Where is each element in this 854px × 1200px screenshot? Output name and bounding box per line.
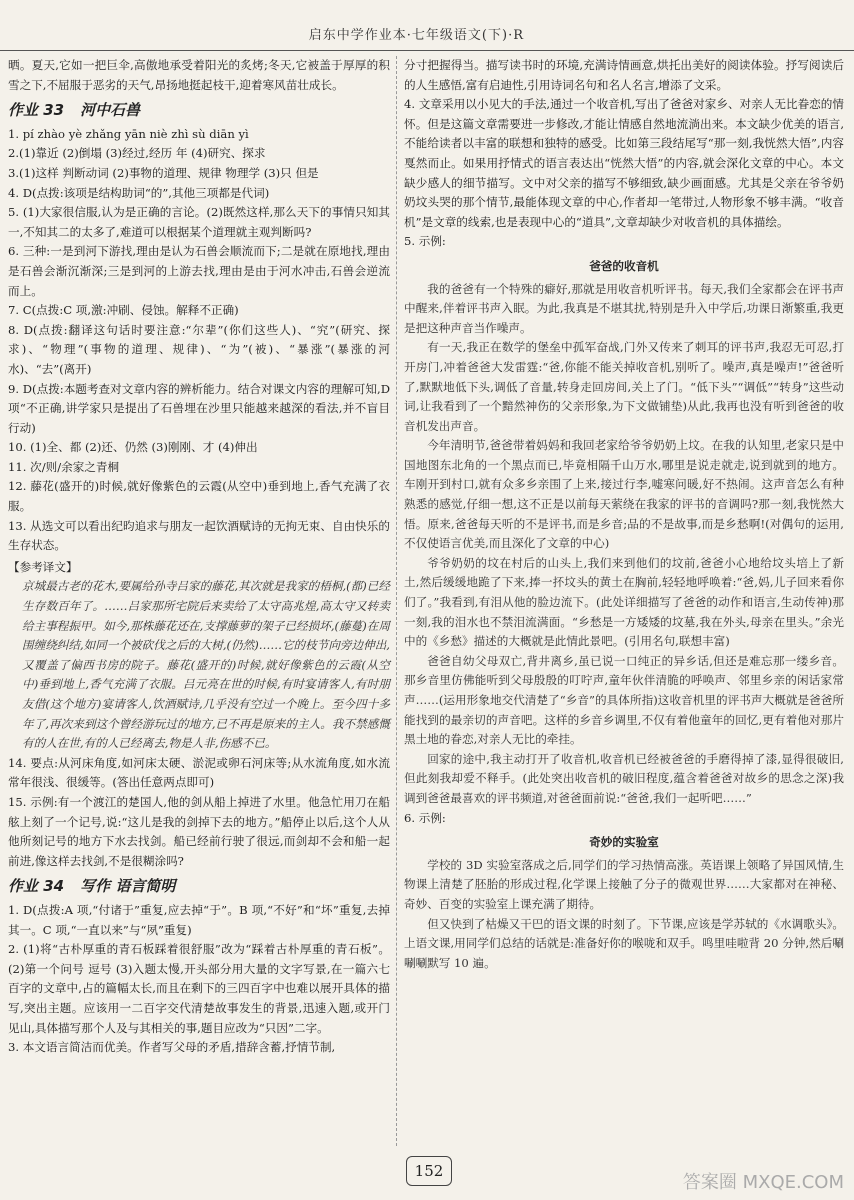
answer-item: 3.(1)这样 判断动词 (2)事物的道理、规律 物理学 (3)只 但是: [8, 165, 319, 180]
essay-radio: [404, 280, 844, 809]
answer-item: 6. 示例:: [404, 810, 446, 825]
reference-translation-title: 【参考译文】: [8, 559, 78, 574]
homework-34-number: 作业 34: [8, 877, 65, 896]
page-number: 152: [406, 1156, 452, 1186]
answer-item: 7. C(点拨:C 项,激:冲刷、侵蚀。解释不正确): [8, 303, 239, 318]
answer-item: 1. pí zhào yè zhǎng yān niè zhì sù diān yì: [8, 126, 249, 141]
homework-34-title: 写作 语言简明: [80, 877, 176, 896]
intro-paragraph: 晒。夏天,它如一把巨伞,高傲地承受着阳光的炙烤;冬天,它被盖于厚厚的积雪之下,不屈服于恶劣的天气,昂扬地挺起枝干,迎着寒风苗壮成长。: [8, 58, 390, 92]
answer-item: 11. 次/则/余家之青桐: [8, 459, 120, 474]
essay-title-radio: 爸爸的收音机: [589, 258, 659, 273]
essay-paragraph: 有一天,我正在数学的堡垒中孤军奋战,门外又传来了刺耳的评书声,我忍无可忍,打开房门,冲着爸爸大发雷霆:“爸,你能不能关掉收音机,别听了。噪声,真是噪声!”爸爸听了,默默地低下头,调低了音量,转身走回房间,关上了门。“低下头”“调低”“转身”这些动词,让我看到了一个黯然神伤的父亲形象,为下文做铺垫)从此,我再也没有听到爸爸的收音机发出声音。: [404, 340, 844, 433]
answer-item: 13. 从选文可以看出纪昀追求与朋友一起饮酒赋诗的无拘无束、自由快乐的生存状态。: [8, 518, 390, 553]
answer-item: 6. 三种:一是到河下游找,理由是认为石兽会顺流而下;二是就在原地找,理由是石兽会渐沉渐深;三是到河的上游去找,理由是由于河水冲击,石兽会逆流而上。: [8, 244, 390, 298]
essay-paragraph: 今年清明节,爸爸带着妈妈和我回老家给爷爷奶奶上坟。在我的认知里,老家只是中国地图东北角的一个黑点而已,毕竟相隔千山万水,哪里是说走就走,说到就到的地方。车刚开到村口,就有众多乡亲围了上来,接过行李,嘘寒问暖,好不热闹。这声音怎么有种熟悉的感觉,仔细一想,这不正是以前每天萦绕在我家的评书的音调吗?那一刻,我恍然大悟。原来,爸爸每天听的不是评书,而是乡音;品的不是故事,而是乡愁啊!(对偶句的运用,不仅使语言优美,而且深化了文章的中心): [404, 438, 844, 551]
homework-33-title: 河中石兽: [80, 101, 141, 120]
column-divider: [396, 56, 398, 1146]
reference-translation: 京城最古老的花木,要属给孙寺吕家的藤花,其次就是我家的梧桐,(都)已经生存数百年了。……吕家那所宅院后来卖给了太守高兆煌,高太守又转卖给主事程振甲。如今,那株藤花还在,支撑藤萝的架子已经损坏,(藤蔓)在周围缠绕纠结,如同一个被砍伐之后的大树,(仍然)……它的枝节向旁边伸出,又覆盖了偏西书房的院子。藤花(盛开的)时候,就好像紫色的云霞(从空中)垂到地上,香气充满了衣服。吕元亮在世的时候,有时宴请客人,有时朋友借(这个地方)宴请客人,饮酒赋诗,几乎没有空过一个晚上。至今四十多年了,再次来到这个曾经游玩过的地方,已不再是原来的主人。我不禁感慨有的人在世,有的人已经离去,物是人非,伤感不已。: [22, 579, 390, 751]
header-title: 启东中学作业本·七年级语文(下)·R: [308, 28, 524, 43]
essay-lab: [404, 856, 844, 974]
homework-33-heading: [8, 101, 390, 121]
answer-item: 9. D(点拨:本题考查对文章内容的辨析能力。结合对课文内容的理解可知,D 项“不正确,讲学家只是提出了石兽埋在沙里只能越来越深的看法,并不盲目行动): [8, 381, 390, 435]
essay-paragraph: 学校的 3D 实验室落成之后,同学们的学习热情高涨。英语课上领略了异国风情,生物课上清楚了胚胎的形成过程,化学课上接触了分子的微观世界……大家都对在神秘、奇妙、百变的实验室上课充满了期待。: [404, 857, 844, 911]
essay-paragraph: 爸爸自幼父母双亡,背井离乡,虽已说一口纯正的异乡话,但还是难忘那一缕乡音。那乡音里仿佛能听到父母殷殷的叮咛声,童年伙伴清脆的呼唤声、邻里乡亲的闲话家常声……(运用形象地交代清楚了“乡音”的具体所指)这收音机里的评书声大概就是爸爸所能找到的最亲切的声音吧。这样的乡音乡调里,不仅有着他童年的回忆,更有着他对那片黑土地的眷恋,对亲人无比的牵挂。: [404, 653, 844, 747]
answer-item: 15. 示例:有一个渡江的楚国人,他的剑从船上掉进了水里。他急忙用刀在船舷上刻了一个记号,说:“这儿是我的剑掉下去的地方。”船停止以后,这个人从他所刻记号的地方下水去找剑。船已经前行驶了很远,而剑却不会和船一起前进,像这样去找剑,不是很糊涂吗?: [8, 794, 390, 868]
answer-item: 4. D(点拨:该项是结构助词“的”,其他三项都是代词): [8, 185, 270, 200]
essay-paragraph: 我的爸爸有一个特殊的癖好,那就是用收音机听评书。每天,我们全家都会在评书声中醒来,伴着评书声入眠。为此,我真是不堪其扰,特别是升入中学后,功课日渐繁重,我更是把这种声音当作噪声。: [404, 281, 844, 335]
answer-item: 10. (1)全、都 (2)还、仍然 (3)刚刚、才 (4)伸出: [8, 440, 258, 455]
answer-item: 分寸把握得当。描写读书时的环境,充满诗情画意,烘托出美好的阅读体验。抒写阅读后的人生感悟,富有启迪性,引用诗词名句和名人名言,增添了文采。: [404, 58, 844, 92]
answer-item: 2. (1)将“古朴厚重的青石板踩着很舒服”改为“踩着古朴厚重的青石板”。(2)第一个问号 逗号 (3)入题太慢,开头部分用大量的文字写景,在一篇六七百字的文章中,占的篇幅太长,而且在剩下的三四百字中也难以展开具体的描写,突出主题。应该用一二百字交代清楚故事发生的背景,迅速入题,或开门见山,具体描写那个人及与其相关的事,题目应改为“只因”二字。: [8, 942, 390, 1035]
answer-item: 5. (1)大家很信服,认为是正确的言论。(2)既然这样,那么天下的事情只知其一,不知其二的太多了,难道可以根据某个道理就主观判断吗?: [8, 205, 390, 239]
answer-item: 5. 示例:: [404, 234, 446, 249]
answer-item: 8. D(点拨:翻译这句话时要注意:“尔辈”(你们这些人)、“究”(研究、探求)、“物理”(事物的道理、规律)、“为”(被)、“暴涨”(暴涨的河水)、“去”(离开): [8, 322, 390, 376]
answer-item: 4. 文章采用以小见大的手法,通过一个收音机,写出了爸爸对家乡、对亲人无比眷恋的情怀。但是这篇文章需要进一步修改,才能让情感自然地流淌出来。本文缺少优美的语言,不能给读者以丰富的联想和独特的感受。比如第三段结尾写“那一刻,我恍然大悟”,内容戛然而止。如果用抒情式的语言表达出“恍然大悟”的内容,就会深化文章的中心。本文缺少感人的细节描写。文中对父亲的描写不够细致,缺少画面感。尤其是父亲在爷爷奶奶坟头哭的那个情节,最能体现文章的中心,作者却一笔带过,人物形象不够丰满。“收音机”是文章的线索,也是表现中心的“道具”,文章却缺少对收音机的具体描绘。: [404, 97, 844, 229]
answer-item: 2.(1)靠近 (2)倒塌 (3)经过,经历 年 (4)研究、探求: [8, 146, 266, 161]
homework-33-number: 作业 33: [8, 101, 65, 120]
answer-item: 12. 藤花(盛开的)时候,就好像紫色的云霞(从空中)垂到地上,香气充满了衣服。: [8, 479, 390, 514]
watermark-logo: 答案圈 MXQE.COM: [682, 1172, 844, 1193]
essay-paragraph: 回家的途中,我主动打开了收音机,收音机已经被爸爸的手磨得掉了漆,显得很破旧,但此刻我却爱不释手。(此处突出收音机的破旧程度,蕴含着爸爸对故乡的思念之深)我调到爸爸最喜欢的评书频道,对爸爸面前说:“爸爸,我们一起听吧……”: [404, 751, 844, 805]
homework-34-heading: [8, 877, 390, 897]
answer-item: 1. D(点拨:A 项,“付诸于”重复,应去掉“于”。B 项,“不好”和“坏”重复,去掉其一。C 项,“一直以来”与“夙”重复): [8, 902, 390, 937]
right-column: [404, 56, 844, 973]
left-column: [8, 56, 390, 1058]
essay-paragraph: 但又快到了枯燥又干巴的语文课的时刻了。下节课,应该是学苏轼的《水调歌头》。上语文课,用同学们总结的话就是:准备好你的喉咙和双手。鸣里哇啦背 20 分钟,然后唰唰唰默写 10 遍。: [404, 916, 844, 970]
essay-paragraph: 爷爷奶奶的坟在村后的山头上,我们来到他们的坟前,爸爸小心地给坟头培上了新土,然后缓缓地跪了下来,捧一抔坟头的黄土在胸前,轻轻地呼唤着:“爸,妈,儿子回来看你们了。”我看到,有泪从他的脸边流下。(此处详细描写了爸爸的动作和语言,生动传神)那一刻,我的泪水也不禁泪流满面。“乡愁是一方矮矮的坟墓,我在外头,母亲在里头。”余光中的《乡愁》描述的大概就是此情此景吧。(引用名句,联想丰富): [404, 555, 844, 649]
answer-item: 3. 本文语言简洁而优美。作者写父母的矛盾,措辞含蓄,抒情节制,: [8, 1040, 336, 1055]
page-header: [0, 0, 854, 51]
answer-item: 14. 要点:从河床角度,如河床太硬、淤泥或卵石河床等;从水流角度,如水流常年很浅、很缓等。(答出任意两点即可): [8, 755, 390, 790]
essay-title-lab: 奇妙的实验室: [589, 835, 659, 850]
